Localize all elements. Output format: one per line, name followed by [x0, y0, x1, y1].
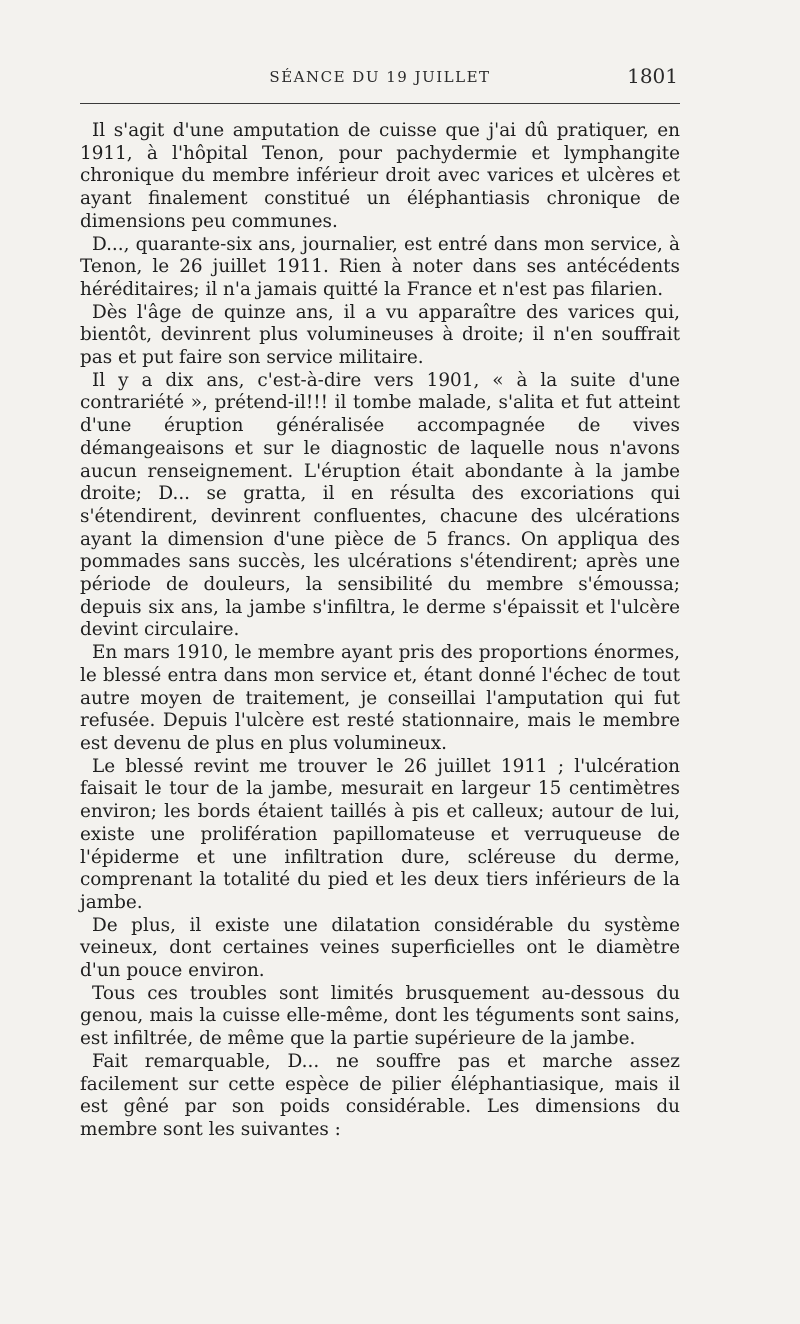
- body-text: [80, 120, 680, 1142]
- paragraph: En mars 1910, le membre ayant pris des proportions énormes, le blessé entra dans mon service et, étant donné l'échec de tout autre moyen de traitement, je conseillai l'amputation qui fut refusée. Depuis l'ulcère est resté stationnaire, mais le membre est devenu de plus en plus volumineux.: [80, 642, 680, 754]
- paragraph: Il s'agit d'une amputation de cuisse que j'ai dû pratiquer, en 1911, à l'hôpital Tenon, pour pachydermie et lymphangite chronique du membre inférieur droit avec varices et ulcères et ayant finalement constitué un éléphantiasis chronique de dimensions peu communes.: [80, 120, 680, 232]
- page-number: 1801: [627, 64, 678, 88]
- paragraph: De plus, il existe une dilatation considérable du système veineux, dont certaines veines superficielles ont le diamètre d'un pouce environ.: [80, 914, 680, 982]
- page-header: [80, 64, 680, 90]
- paragraph: Le blessé revint me trouver le 26 juillet 1911 ; l'ulcération faisait le tour de la jambe, mesurait en largeur 15 centimètres environ; les bords étaient taillés à pis et calleux; autour de lui, existe une prolifération papillomateuse et verruqueuse de l'épiderme et une infiltration dure, scléreuse du derme, comprenant la totalité du pied et les deux tiers inférieurs de la jambe.: [80, 755, 680, 913]
- paragraph: Fait remarquable, D... ne souffre pas et marche assez facilement sur cette espèce de pilier éléphantiasique, mais il est gêné par son poids considérable. Les dimensions du membre sont les suivantes :: [80, 1050, 680, 1140]
- header-rule: [80, 103, 680, 104]
- paragraph: D..., quarante-six ans, journalier, est entré dans mon service, à Tenon, le 26 juillet 1911. Rien à noter dans ses antécédents héréditaires; il n'a jamais quitté la France et n'est pas filarien.: [80, 233, 680, 300]
- paragraph: Il y a dix ans, c'est-à-dire vers 1901, « à la suite d'une contrariété », prétend-il!!! il tombe malade, s'alita et fut atteint d'une éruption généralisée accompagnée de vives démangeaisons et sur le diagnostic de laquelle nous n'avons aucun renseignement. L'éruption était abondante à la jambe droite; D... se gratta, il en résulta des excoriations qui s'étendirent, devinrent confluentes, chacune des ulcérations ayant la dimension d'une pièce de 5 francs. On appliqua des pommades sans succès, les ulcérations s'étendirent; après une période de douleurs, la sensibilité du membre s'émoussa; depuis six ans, la jambe s'infiltra, le derme s'épaissit et l'ulcère devint circulaire.: [80, 369, 680, 641]
- paragraph: Tous ces troubles sont limités brusquement au-dessous du genou, mais la cuisse elle-même, dont les téguments sont sains, est infiltrée, de même que la partie supérieure de la jambe.: [80, 982, 680, 1050]
- paragraph: Dès l'âge de quinze ans, il a vu apparaître des varices qui, bientôt, devinrent plus volumineuses à droite; il n'en souffrait pas et put faire son service militaire.: [80, 301, 680, 369]
- running-title: SÉANCE DU 19 JUILLET: [269, 68, 491, 86]
